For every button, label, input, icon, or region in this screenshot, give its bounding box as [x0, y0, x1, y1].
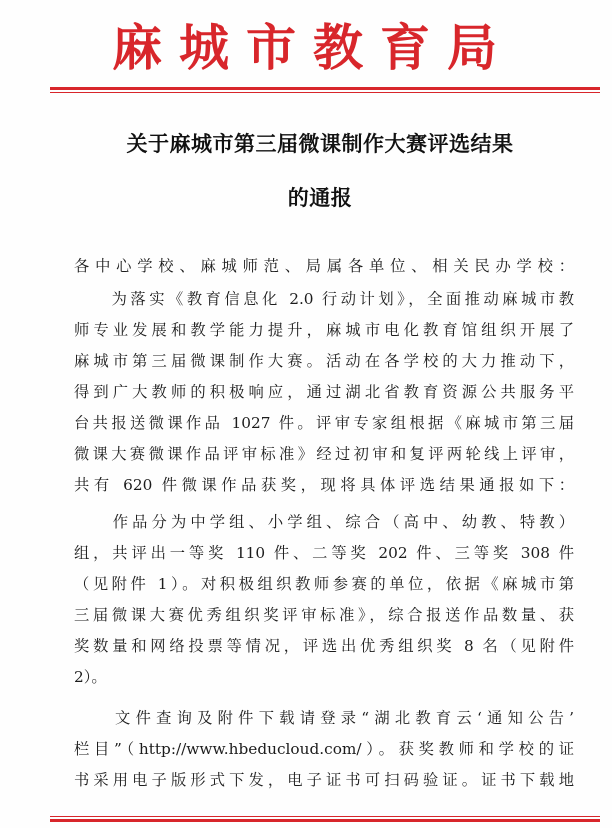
body-line: 文件查询及附件下载请登录“湖北教育云‘通知公告’ — [74, 709, 574, 727]
body-line: 三届微课大赛优秀组织奖评审标准》，综合报送作品数量、获 — [74, 606, 574, 624]
body-line: （见附件 1）。对积极组织教师参赛的单位，依据《麻城市第 — [74, 575, 574, 593]
body-line: 台共报送微课作品 1027 件。评审专家组根据《麻城市第三届 — [74, 414, 574, 432]
body-line: 栏目”（http://www.hbeducloud.com/）。获奖教师和学校的证 — [74, 740, 574, 758]
body-line: 奖数量和网络投票等情况，评选出优秀组织奖 8 名（见附件 — [74, 637, 574, 655]
letterhead-divider-thick — [50, 87, 600, 90]
body-line: 得到广大教师的积极响应，通过湖北省教育资源公共服务平 — [74, 383, 574, 401]
body-line: 麻城市第三届微课制作大赛。活动在各学校的大力推动下， — [74, 352, 574, 370]
body-line: 共有 620 件微课作品获奖，现将具体评选结果通报如下： — [74, 476, 574, 494]
salutation: 各中心学校、麻城师范、局属各单位、相关民办学校： — [74, 257, 574, 275]
body-line: 书采用电子版形式下发，电子证书可扫码验证。证书下载地 — [74, 771, 574, 789]
document-title-line-2: 的通报 — [287, 185, 353, 210]
document-title-line-1: 关于麻城市第三届微课制作大赛评选结果 — [126, 131, 514, 156]
body-line: 师专业发展和教学能力提升，麻城市电化教育馆组织开展了 — [74, 321, 574, 339]
body-line: 2）。 — [74, 668, 107, 686]
letterhead-org-name: 麻城市教育局 — [112, 18, 514, 77]
body-line: 为落实《教育信息化 2.0 行动计划》，全面推动麻城市教 — [74, 290, 574, 308]
body-line: 组，共评出一等奖 110 件、二等奖 202 件、三等奖 308 件 — [74, 544, 574, 562]
body-line: 作品分为中学组、小学组、综合（高中、幼教、特教） — [74, 513, 574, 531]
body-line: 微课大赛微课作品评审标准》经过初审和复评两轮线上评审， — [74, 445, 574, 463]
footer-divider-thin — [50, 816, 600, 817]
letterhead-divider-thin — [50, 92, 600, 93]
footer-divider-thick — [50, 819, 600, 822]
